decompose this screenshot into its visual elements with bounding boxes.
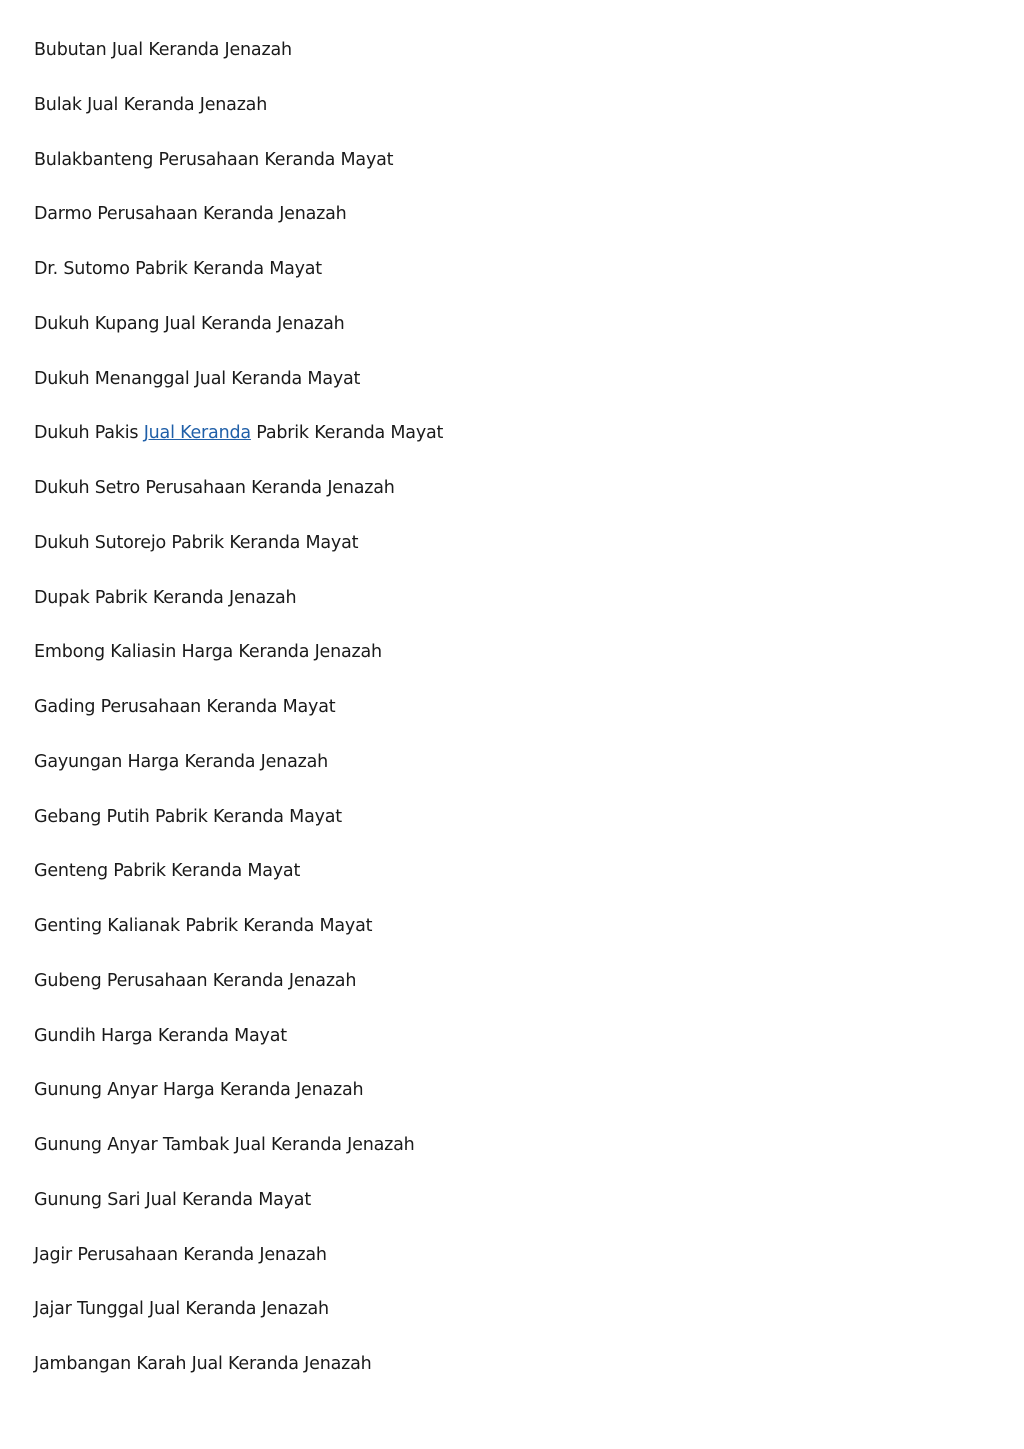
list-item: Gebang Putih Pabrik Keranda Mayat bbox=[34, 806, 342, 827]
list-item: Gayungan Harga Keranda Jenazah bbox=[34, 751, 328, 772]
list-item: Jambangan Karah Jual Keranda Jenazah bbox=[34, 1354, 372, 1374]
list-item-with-link bbox=[34, 419, 994, 474]
document-page bbox=[34, 36, 994, 1405]
list-item: Gunung Sari Jual Keranda Mayat bbox=[34, 1189, 311, 1210]
list-item-text-before: Dukuh Pakis bbox=[34, 423, 144, 444]
list-item: Jajar Tunggal Jual Keranda Jenazah bbox=[34, 1299, 329, 1320]
jual-keranda-link[interactable]: Jual Keranda bbox=[143, 423, 251, 444]
list-item: Bulakbanteng Perusahaan Keranda Mayat bbox=[34, 149, 394, 170]
list-item: Genting Kalianak Pabrik Keranda Mayat bbox=[34, 916, 373, 936]
list-item: Gunung Anyar Tambak Jual Keranda Jenazah bbox=[34, 1135, 415, 1155]
list-item: Gundih Harga Keranda Mayat bbox=[34, 1025, 287, 1046]
list-item: Dukuh Setro Perusahaan Keranda Jenazah bbox=[34, 478, 395, 498]
list-item: Embong Kaliasin Harga Keranda Jenazah bbox=[34, 642, 382, 663]
list-item: Gubeng Perusahaan Keranda Jenazah bbox=[34, 970, 357, 991]
list-item: Dukuh Kupang Jual Keranda Jenazah bbox=[34, 313, 345, 334]
list-item: Bulak Jual Keranda Jenazah bbox=[34, 94, 268, 115]
list-item: Darmo Perusahaan Keranda Jenazah bbox=[34, 204, 347, 225]
list-item: Dukuh Sutorejo Pabrik Keranda Mayat bbox=[34, 532, 359, 553]
list-item: Dukuh Menanggal Jual Keranda Mayat bbox=[34, 368, 361, 389]
list-item: Dupak Pabrik Keranda Jenazah bbox=[34, 587, 297, 608]
list-item: Bubutan Jual Keranda Jenazah bbox=[34, 40, 292, 60]
list-item: Jagir Perusahaan Keranda Jenazah bbox=[34, 1244, 327, 1265]
list-item: Dr. Sutomo Pabrik Keranda Mayat bbox=[34, 259, 322, 279]
list-item-text-after: Pabrik Keranda Mayat bbox=[250, 423, 444, 444]
list-item: Genteng Pabrik Keranda Mayat bbox=[34, 861, 301, 882]
list-item: Gading Perusahaan Keranda Mayat bbox=[34, 697, 336, 717]
list-item: Gunung Anyar Harga Keranda Jenazah bbox=[34, 1080, 364, 1101]
